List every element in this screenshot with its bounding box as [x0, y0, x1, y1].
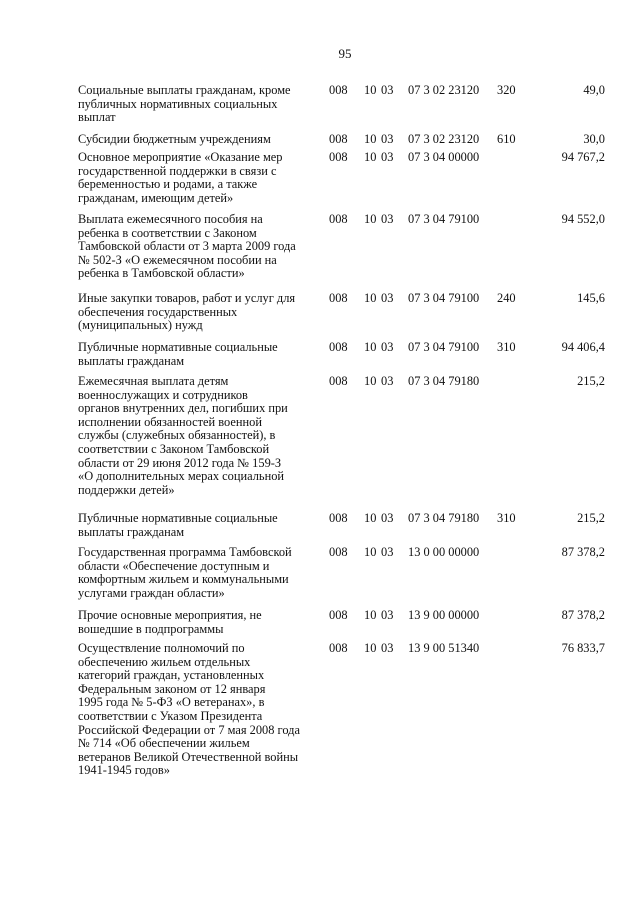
row-section-code: 10 [364, 545, 377, 559]
row-amount: 87 378,2 [561, 608, 605, 622]
row-name: Иные закупки товаров, работ и услуг для обеспечения государственных (муниципальных) нужд [78, 291, 296, 333]
row-ved-code: 008 [329, 212, 348, 226]
row-ved-code: 008 [329, 132, 348, 146]
row-ved-code: 008 [329, 545, 348, 559]
row-subsection-code: 03 [381, 545, 394, 559]
row-amount: 76 833,7 [561, 641, 605, 655]
row-name: Основное мероприятие «Оказание мер государственной поддержки в связи с беременностью и родами, а также гражданам, имеющим детей» [78, 150, 283, 205]
row-name: Ежемесячная выплата детям военнослужащих и сотрудников органов внутренних дел, погибших при исполнении обязанностей военной службы (служебных обязанностей), в соответствии с Законом Тамбовской области от 29 июня 2012 года № 159-З «О дополнительных мерах социальной поддержки детей» [78, 374, 288, 497]
row-name: Выплата ежемесячного пособия на ребенка в соответствии с Законом Тамбовской области от 3 марта 2009 года № 502-З «О ежемесячном пособии на ребенка в Тамбовской области» [78, 212, 296, 281]
row-target-code: 07 3 04 79100 [408, 340, 480, 354]
row-section-code: 10 [364, 641, 377, 655]
row-subsection-code: 03 [381, 511, 394, 525]
row-section-code: 10 [364, 132, 377, 146]
page-number: 95 [338, 46, 352, 61]
row-name: Публичные нормативные социальные выплаты гражданам [78, 340, 278, 368]
row-expense-type-code: 320 [497, 83, 516, 97]
row-amount: 49,0 [583, 83, 605, 97]
row-name: Осуществление полномочий по обеспечению жильем отдельных категорий граждан, установленных Федеральным законом от 12 января 1995 года № 5-ФЗ «О ветеранах», в соответствии с Указом Президента Российской Федерации от 7 мая 2008 года № 714 «Об обеспечении жильем ветеранов Великой Отечественной войны 1941-1945 годов» [78, 641, 300, 778]
row-section-code: 10 [364, 212, 377, 226]
row-amount: 215,2 [577, 511, 605, 525]
row-amount: 94 406,4 [561, 340, 605, 354]
row-ved-code: 008 [329, 291, 348, 305]
row-ved-code: 008 [329, 374, 348, 388]
row-amount: 94 552,0 [561, 212, 605, 226]
row-target-code: 07 3 04 79100 [408, 212, 480, 226]
row-amount: 94 767,2 [561, 150, 605, 164]
row-section-code: 10 [364, 291, 377, 305]
row-ved-code: 008 [329, 340, 348, 354]
row-subsection-code: 03 [381, 340, 394, 354]
row-subsection-code: 03 [381, 212, 394, 226]
row-ved-code: 008 [329, 511, 348, 525]
row-name: Прочие основные мероприятия, не вошедшие в подпрограммы [78, 608, 262, 636]
row-name: Социальные выплаты гражданам, кроме публичных нормативных социальных выплат [78, 83, 291, 125]
row-expense-type-code: 310 [497, 511, 516, 525]
row-expense-type-code: 240 [497, 291, 516, 305]
row-amount: 30,0 [583, 132, 605, 146]
row-amount: 215,2 [577, 374, 605, 388]
row-section-code: 10 [364, 340, 377, 354]
row-subsection-code: 03 [381, 150, 394, 164]
row-target-code: 13 0 00 00000 [408, 545, 480, 559]
row-ved-code: 008 [329, 150, 348, 164]
row-subsection-code: 03 [381, 374, 394, 388]
row-ved-code: 008 [329, 641, 348, 655]
row-target-code: 07 3 02 23120 [408, 132, 480, 146]
row-section-code: 10 [364, 150, 377, 164]
row-ved-code: 008 [329, 83, 348, 97]
row-target-code: 13 9 00 51340 [408, 641, 480, 655]
row-subsection-code: 03 [381, 641, 394, 655]
row-target-code: 07 3 04 79100 [408, 291, 480, 305]
row-target-code: 07 3 02 23120 [408, 83, 480, 97]
row-name: Публичные нормативные социальные выплаты гражданам [78, 511, 278, 539]
row-section-code: 10 [364, 511, 377, 525]
row-section-code: 10 [364, 83, 377, 97]
row-expense-type-code: 310 [497, 340, 516, 354]
row-amount: 145,6 [577, 291, 605, 305]
row-name: Субсидии бюджетным учреждениям [78, 132, 271, 146]
row-ved-code: 008 [329, 608, 348, 622]
row-section-code: 10 [364, 374, 377, 388]
row-target-code: 07 3 04 79180 [408, 511, 480, 525]
row-target-code: 07 3 04 79180 [408, 374, 480, 388]
row-amount: 87 378,2 [561, 545, 605, 559]
row-target-code: 13 9 00 00000 [408, 608, 480, 622]
row-subsection-code: 03 [381, 608, 394, 622]
row-name: Государственная программа Тамбовской области «Обеспечение доступным и комфортным жильем и коммунальными услугами граждан области» [78, 545, 292, 600]
row-subsection-code: 03 [381, 83, 394, 97]
row-target-code: 07 3 04 00000 [408, 150, 480, 164]
row-expense-type-code: 610 [497, 132, 516, 146]
row-subsection-code: 03 [381, 291, 394, 305]
row-subsection-code: 03 [381, 132, 394, 146]
row-section-code: 10 [364, 608, 377, 622]
